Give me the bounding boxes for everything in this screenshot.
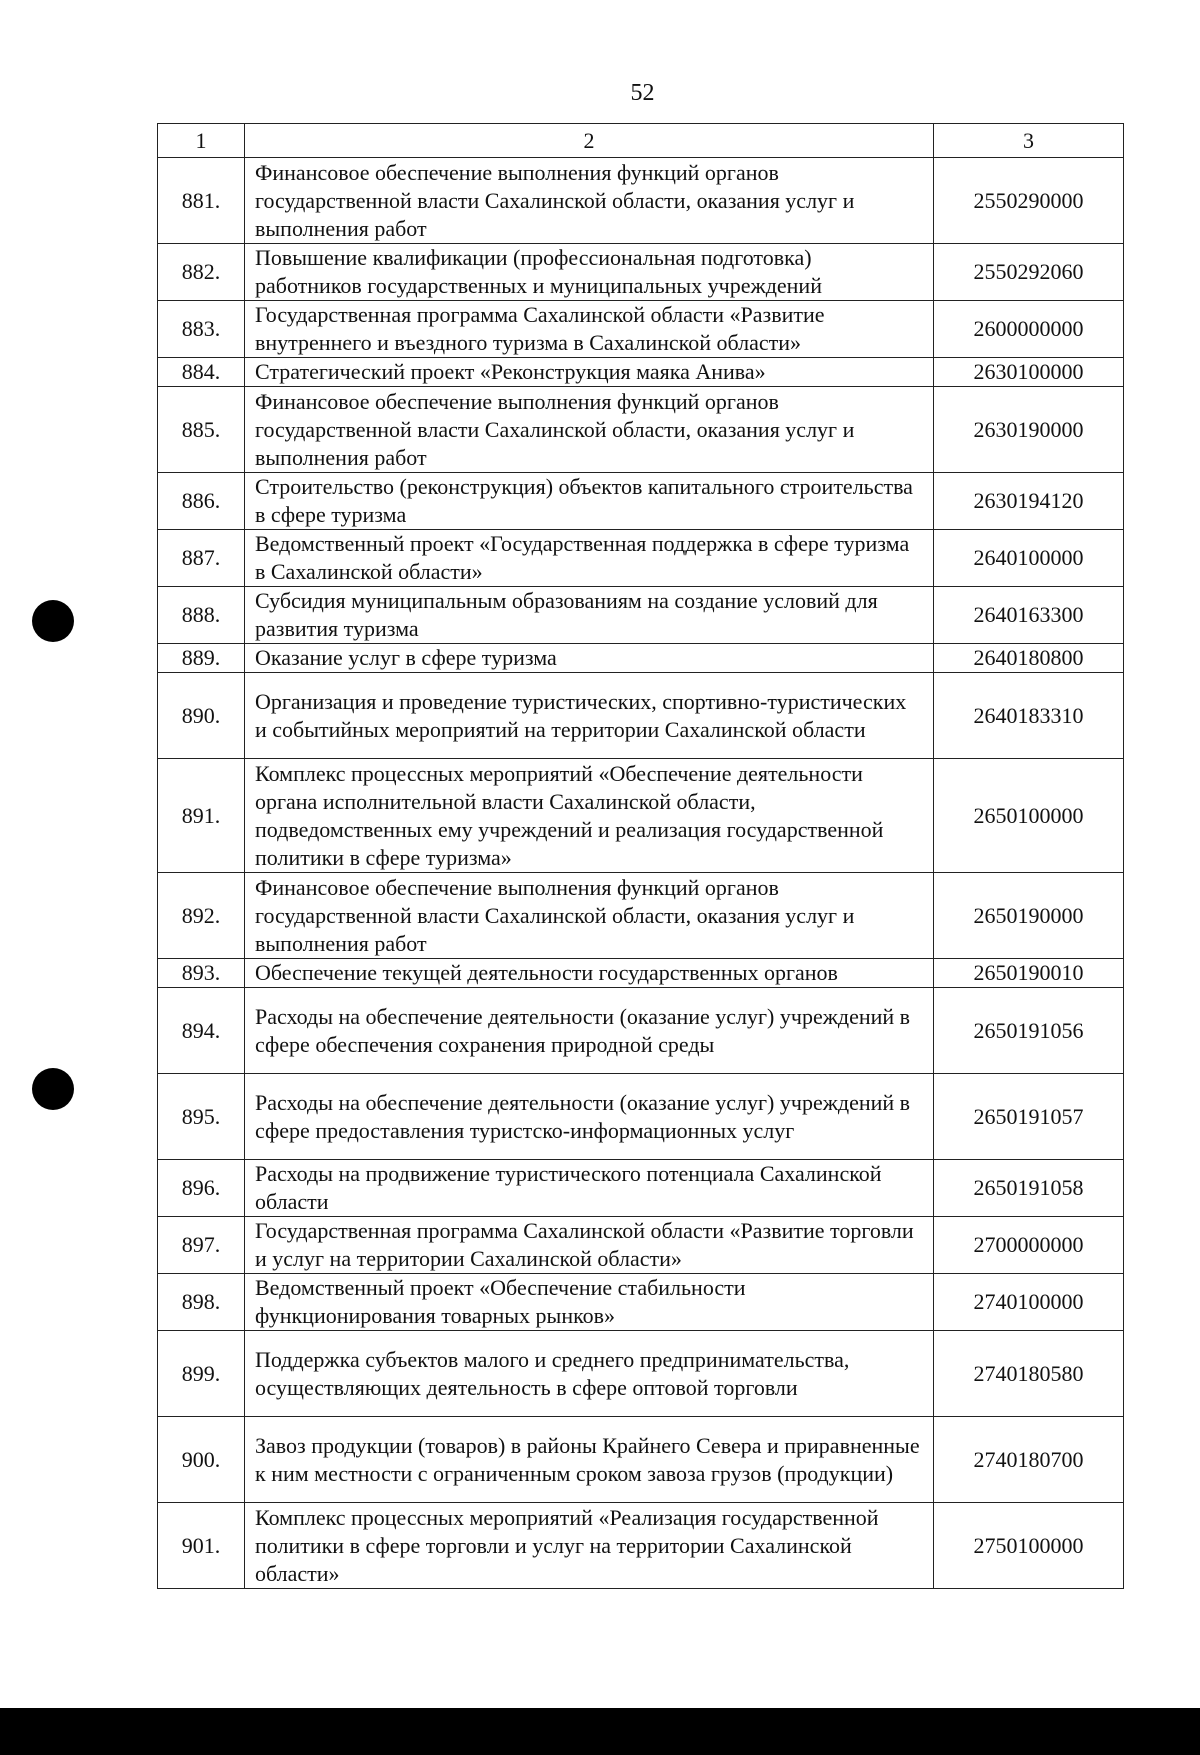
row-number: 896. [158, 1160, 245, 1217]
row-description: Ведомственный проект «Государственная поддержка в сфере туризма в Сахалинской области» [245, 530, 934, 587]
row-description: Комплекс процессных мероприятий «Реализация государственной политики в сфере торговли и услуг на территории Сахалинской области» [245, 1503, 934, 1589]
row-number: 898. [158, 1274, 245, 1331]
row-code: 2740180580 [934, 1331, 1124, 1417]
table-row [158, 988, 1124, 1074]
row-code: 2550290000 [934, 158, 1124, 244]
row-description: Строительство (реконструкция) объектов капитального строительства в сфере туризма [245, 473, 934, 530]
row-number: 900. [158, 1417, 245, 1503]
row-number: 889. [158, 644, 245, 673]
table-row [158, 1074, 1124, 1160]
row-code: 2550292060 [934, 244, 1124, 301]
row-code: 2640183310 [934, 673, 1124, 759]
table-row [158, 387, 1124, 473]
table-row [158, 1274, 1124, 1331]
scan-edge-bar [0, 1708, 1200, 1755]
table-row [158, 301, 1124, 358]
row-number: 885. [158, 387, 245, 473]
table-row [158, 759, 1124, 873]
page-number: 52 [630, 80, 655, 106]
row-code: 2650191056 [934, 988, 1124, 1074]
row-number: 884. [158, 358, 245, 387]
row-description: Повышение квалификации (профессиональная подготовка) работников государственных и муниципальных учреждений [245, 244, 934, 301]
table-row [158, 673, 1124, 759]
row-description: Финансовое обеспечение выполнения функций органов государственной власти Сахалинской области, оказания услуг и выполнения работ [245, 158, 934, 244]
row-description: Комплекс процессных мероприятий «Обеспечение деятельности органа исполнительной власти Сахалинской области, подведомственных ему учреждений и реализация государственной политики в сфере туризма» [245, 759, 934, 873]
table-row [158, 1331, 1124, 1417]
row-description: Расходы на обеспечение деятельности (оказание услуг) учреждений в сфере предоставления туристско-информационных услуг [245, 1074, 934, 1160]
classification-table [157, 123, 1124, 1589]
row-code: 2600000000 [934, 301, 1124, 358]
header-col-3: 3 [934, 124, 1124, 158]
row-code: 2650190010 [934, 959, 1124, 988]
table-row [158, 959, 1124, 988]
table-row [158, 873, 1124, 959]
table-row [158, 158, 1124, 244]
row-description: Субсидия муниципальным образованиям на создание условий для развития туризма [245, 587, 934, 644]
punch-hole-mark [32, 600, 74, 642]
punch-hole-mark [32, 1068, 74, 1110]
row-number: 881. [158, 158, 245, 244]
row-number: 888. [158, 587, 245, 644]
table-row [158, 530, 1124, 587]
row-description: Финансовое обеспечение выполнения функций органов государственной власти Сахалинской области, оказания услуг и выполнения работ [245, 387, 934, 473]
row-number: 901. [158, 1503, 245, 1589]
row-number: 887. [158, 530, 245, 587]
table-row [158, 644, 1124, 673]
table-row [158, 1417, 1124, 1503]
row-code: 2650100000 [934, 759, 1124, 873]
table-row [158, 1503, 1124, 1589]
row-code: 2630190000 [934, 387, 1124, 473]
table-row [158, 244, 1124, 301]
table-row [158, 358, 1124, 387]
table-row [158, 587, 1124, 644]
row-description: Организация и проведение туристических, спортивно-туристических и событийных мероприятий на территории Сахалинской области [245, 673, 934, 759]
row-number: 883. [158, 301, 245, 358]
table-row [158, 1160, 1124, 1217]
row-code: 2640163300 [934, 587, 1124, 644]
header-col-2: 2 [245, 124, 934, 158]
row-code: 2640100000 [934, 530, 1124, 587]
row-code: 2640180800 [934, 644, 1124, 673]
row-description: Оказание услуг в сфере туризма [245, 644, 934, 673]
table-row [158, 473, 1124, 530]
row-description: Финансовое обеспечение выполнения функций органов государственной власти Сахалинской области, оказания услуг и выполнения работ [245, 873, 934, 959]
table-body [158, 158, 1124, 1589]
row-number: 891. [158, 759, 245, 873]
row-description: Ведомственный проект «Обеспечение стабильности функционирования товарных рынков» [245, 1274, 934, 1331]
row-description: Государственная программа Сахалинской области «Развитие внутреннего и въездного туризма в Сахалинской области» [245, 301, 934, 358]
row-number: 897. [158, 1217, 245, 1274]
row-description: Поддержка субъектов малого и среднего предпринимательства, осуществляющих деятельность в сфере оптовой торговли [245, 1331, 934, 1417]
row-number: 895. [158, 1074, 245, 1160]
row-description: Завоз продукции (товаров) в районы Крайнего Севера и приравненные к ним местности с ограниченным сроком завоза грузов (продукции) [245, 1417, 934, 1503]
row-code: 2650190000 [934, 873, 1124, 959]
row-code: 2700000000 [934, 1217, 1124, 1274]
table-header-row [158, 124, 1124, 158]
row-number: 893. [158, 959, 245, 988]
row-code: 2750100000 [934, 1503, 1124, 1589]
row-code: 2650191058 [934, 1160, 1124, 1217]
row-code: 2630194120 [934, 473, 1124, 530]
table-row [158, 1217, 1124, 1274]
row-number: 886. [158, 473, 245, 530]
row-description: Расходы на продвижение туристического потенциала Сахалинской области [245, 1160, 934, 1217]
row-description: Расходы на обеспечение деятельности (оказание услуг) учреждений в сфере обеспечения сохранения природной среды [245, 988, 934, 1074]
row-number: 882. [158, 244, 245, 301]
row-description: Стратегический проект «Реконструкция маяка Анива» [245, 358, 934, 387]
row-number: 892. [158, 873, 245, 959]
row-code: 2740180700 [934, 1417, 1124, 1503]
row-description: Государственная программа Сахалинской области «Развитие торговли и услуг на территории Сахалинской области» [245, 1217, 934, 1274]
header-col-1: 1 [158, 124, 245, 158]
row-number: 899. [158, 1331, 245, 1417]
row-code: 2630100000 [934, 358, 1124, 387]
row-number: 890. [158, 673, 245, 759]
row-number: 894. [158, 988, 245, 1074]
row-description: Обеспечение текущей деятельности государственных органов [245, 959, 934, 988]
row-code: 2650191057 [934, 1074, 1124, 1160]
row-code: 2740100000 [934, 1274, 1124, 1331]
